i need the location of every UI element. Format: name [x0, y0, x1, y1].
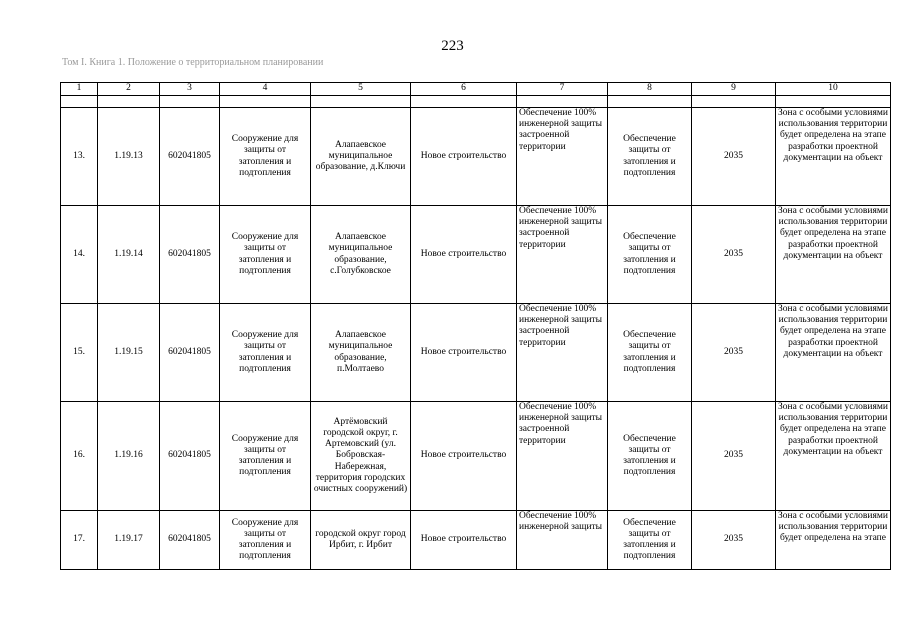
restriction-zone: Зона с особыми условиями использования территории будет определена на этапе разработки проектной документации на объект: [776, 402, 891, 511]
object-name: Сооружение для защиты от затопления и подтопления: [220, 511, 311, 570]
completion-year: 2035: [692, 108, 776, 206]
object-purpose: Обеспечение 100% инженерной защиты застроенной территории: [517, 402, 608, 511]
construction-status: Новое строительство: [411, 108, 517, 206]
spacer-row: [61, 96, 891, 108]
object-location: Алапаевское муниципальное образование, п.Молтаево: [311, 304, 411, 402]
column-number: 6: [411, 83, 517, 96]
object-location: Артёмовский городской округ, г. Артемовский (ул. Бобровская-Набережная, территория городских очистных сооружений): [311, 402, 411, 511]
construction-status: Новое строительство: [411, 304, 517, 402]
restriction-zone: Зона с особыми условиями использования территории будет определена на этапе разработки проектной документации на объект: [776, 108, 891, 206]
document-header: Том I. Книга 1. Положение о территориальном планировании: [62, 57, 324, 68]
column-number-row: [61, 83, 891, 96]
object-function: Обеспечение защиты от затопления и подтопления: [608, 402, 692, 511]
restriction-zone: Зона с особыми условиями использования территории будет определена на этапе разработки проектной документации на объект: [776, 206, 891, 304]
object-id: 602041805: [160, 402, 220, 511]
column-number: 2: [98, 83, 160, 96]
object-function: Обеспечение защиты от затопления и подтопления: [608, 304, 692, 402]
restriction-zone: Зона с особыми условиями использования территории будет определена на этапе разработки проектной документации на объект: [776, 304, 891, 402]
table-row: [61, 108, 891, 206]
object-code: 1.19.13: [98, 108, 160, 206]
object-id: 602041805: [160, 206, 220, 304]
object-name: Сооружение для защиты от затопления и подтопления: [220, 206, 311, 304]
construction-status: Новое строительство: [411, 402, 517, 511]
object-location: городской округ город Ирбит, г. Ирбит: [311, 511, 411, 570]
completion-year: 2035: [692, 304, 776, 402]
row-number: 16.: [61, 402, 98, 511]
completion-year: 2035: [692, 402, 776, 511]
table-row: [61, 304, 891, 402]
object-code: 1.19.17: [98, 511, 160, 570]
column-number: 1: [61, 83, 98, 96]
column-number: 9: [692, 83, 776, 96]
object-purpose: Обеспечение 100% инженерной защиты застроенной территории: [517, 304, 608, 402]
restriction-zone: Зона с особыми условиями использования территории будет определена на этапе: [776, 511, 891, 570]
table-row: [61, 402, 891, 511]
table-row: [61, 206, 891, 304]
object-code: 1.19.16: [98, 402, 160, 511]
row-number: 14.: [61, 206, 98, 304]
object-purpose: Обеспечение 100% инженерной защиты застроенной территории: [517, 108, 608, 206]
object-name: Сооружение для защиты от затопления и подтопления: [220, 402, 311, 511]
construction-status: Новое строительство: [411, 511, 517, 570]
object-location: Алапаевское муниципальное образование, д.Ключи: [311, 108, 411, 206]
construction-status: Новое строительство: [411, 206, 517, 304]
column-number: 4: [220, 83, 311, 96]
object-id: 602041805: [160, 108, 220, 206]
object-name: Сооружение для защиты от затопления и подтопления: [220, 108, 311, 206]
completion-year: 2035: [692, 206, 776, 304]
object-id: 602041805: [160, 304, 220, 402]
column-number: 5: [311, 83, 411, 96]
objects-table: [60, 82, 891, 570]
column-number: 8: [608, 83, 692, 96]
table-row: [61, 511, 891, 570]
object-code: 1.19.15: [98, 304, 160, 402]
column-number: 10: [776, 83, 891, 96]
column-number: 7: [517, 83, 608, 96]
object-id: 602041805: [160, 511, 220, 570]
object-name: Сооружение для защиты от затопления и подтопления: [220, 304, 311, 402]
object-function: Обеспечение защиты от затопления и подтопления: [608, 206, 692, 304]
completion-year: 2035: [692, 511, 776, 570]
object-function: Обеспечение защиты от затопления и подтопления: [608, 511, 692, 570]
row-number: 17.: [61, 511, 98, 570]
row-number: 13.: [61, 108, 98, 206]
column-number: 3: [160, 83, 220, 96]
object-function: Обеспечение защиты от затопления и подтопления: [608, 108, 692, 206]
row-number: 15.: [61, 304, 98, 402]
object-purpose: Обеспечение 100% инженерной защиты: [517, 511, 608, 570]
page-number: 223: [441, 38, 464, 54]
object-purpose: Обеспечение 100% инженерной защиты застроенной территории: [517, 206, 608, 304]
object-code: 1.19.14: [98, 206, 160, 304]
object-location: Алапаевское муниципальное образование, с.Голубковское: [311, 206, 411, 304]
